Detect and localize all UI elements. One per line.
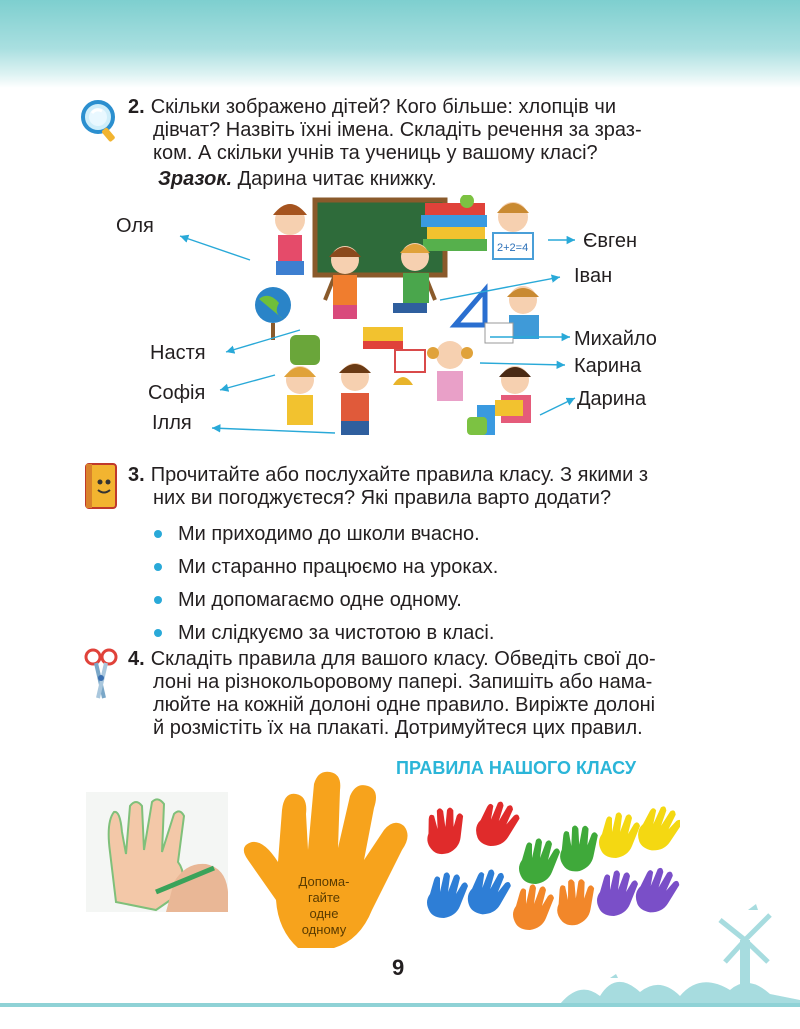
header-band xyxy=(0,0,800,88)
tracing-hand-photo xyxy=(86,792,228,912)
task2-text-3 xyxy=(153,142,662,165)
task4-text-2 xyxy=(153,671,662,694)
name-daryna: Дарина xyxy=(577,388,647,410)
task2-text-2 xyxy=(153,119,662,142)
poster-title: ПРАВИЛА НАШОГО КЛАСУ xyxy=(396,758,637,778)
sample-label: Зразок. xyxy=(158,168,233,190)
rule-item xyxy=(150,586,498,614)
rule-text: Ми приходимо до школи вчасно. xyxy=(178,523,480,545)
name-mykhailo: Михайло xyxy=(574,328,657,350)
rule-text: Ми старанно працюємо на уроках. xyxy=(178,556,499,578)
name-illya: Ілля xyxy=(152,412,192,434)
page-number: 9 xyxy=(392,955,405,980)
task3-text-2 xyxy=(153,487,662,510)
rule-text: Ми слідкуємо за чистотою в класі. xyxy=(178,622,495,644)
task2-number: 2. xyxy=(128,96,145,118)
book-icon xyxy=(80,460,122,512)
task3-line-1: Прочитайте або послухайте правила класу. З якими з xyxy=(150,464,649,486)
name-nastya: Настя xyxy=(150,342,206,364)
task4-text xyxy=(128,648,662,671)
task2-line-3: ком. А скільки учнів та учениць у вашому класі? xyxy=(153,142,598,164)
hand-text-line-1: Допома- xyxy=(298,874,350,889)
name-yevhen: Євген xyxy=(583,230,638,252)
footer-line xyxy=(0,1003,800,1007)
task2-line-2: дівчат? Назвіть їхні імена. Складіть речення за зраз- xyxy=(153,119,642,141)
bullet-icon xyxy=(154,629,162,637)
task4-number: 4. xyxy=(128,648,145,670)
hand-text-line-4: одному xyxy=(301,922,347,937)
svg-text:2+2=4: 2+2=4 xyxy=(497,242,529,254)
rule-item xyxy=(150,520,498,548)
sample-sentence xyxy=(158,168,437,191)
task3-line-2: них ви погоджуєтеся? Які правила варто додати? xyxy=(153,487,612,509)
name-ivan: Іван xyxy=(574,265,613,287)
rule-item xyxy=(150,553,498,581)
children-illustration xyxy=(245,195,590,440)
task3-number: 3. xyxy=(128,464,145,486)
name-karyna: Карина xyxy=(574,355,642,377)
hand-text-line-2: гайте xyxy=(308,890,340,905)
orange-hand-text xyxy=(284,874,364,938)
name-olya: Оля xyxy=(116,215,154,237)
windmill-decoration xyxy=(520,900,800,1006)
bullet-icon xyxy=(154,563,162,571)
hand-text-line-3: одне xyxy=(309,906,339,921)
task2-line-1: Скільки зображено дітей? Кого більше: хлопців чи xyxy=(150,96,617,118)
scissors-icon xyxy=(84,648,118,706)
task4-line-4: й розмістіть їх на плакаті. Дотримуйтеся цих правил. xyxy=(153,717,643,739)
task2-text xyxy=(128,96,662,119)
magnifier-icon xyxy=(78,98,120,142)
task4-text-4 xyxy=(153,717,662,740)
bullet-icon xyxy=(154,530,162,538)
task3-text xyxy=(128,464,662,487)
rule-item xyxy=(150,619,498,647)
task4-text-3 xyxy=(153,694,662,717)
task4-line-3: люйте на кожній долоні одне правило. Виріжте долоні xyxy=(153,694,656,716)
rule-text: Ми допомагаємо одне одному. xyxy=(178,589,462,611)
class-rules-list xyxy=(150,520,498,652)
sample-text: Дарина читає книжку. xyxy=(237,168,437,190)
name-sofiya: Софія xyxy=(148,382,206,404)
bullet-icon xyxy=(154,596,162,604)
task4-line-1: Складіть правила для вашого класу. Обведіть свої до- xyxy=(150,648,656,670)
task4-line-2: лоні на різнокольоровому папері. Запишіть або нама- xyxy=(153,671,653,693)
